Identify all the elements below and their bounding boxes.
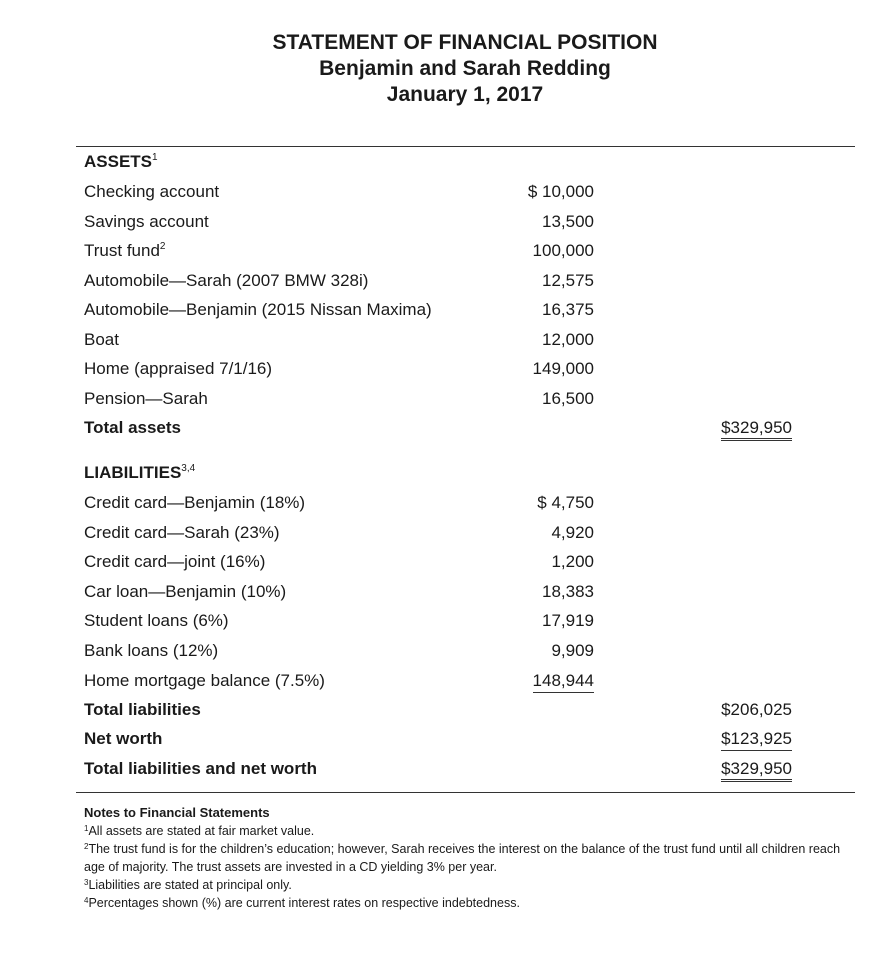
footnote-number: 4: [84, 896, 89, 905]
notes-list: [84, 822, 844, 912]
liability-item-label: Home mortgage balance (7.5%): [84, 670, 325, 690]
net-worth-label: Net worth: [84, 729, 163, 748]
total-liabilities-value: $206,025: [721, 700, 792, 719]
total-liabilities-label: Total liabilities: [84, 700, 201, 719]
grand-total-label: Total liabilities and net worth: [84, 759, 317, 778]
asset-item-label: Trust fund$^2$: [84, 241, 166, 260]
liability-item-amount: 1,200: [551, 552, 594, 572]
liability-item-label: Credit card—Benjamin (18%): [84, 493, 306, 512]
asset-item-amount: 12,000: [542, 329, 594, 349]
asset-item-amount: 16,375: [542, 300, 594, 319]
statement-date: January 1, 2017: [386, 83, 544, 106]
asset-item-label: Savings account: [84, 211, 209, 231]
footnote-text: The trust fund is for the children’s education; however, Sarah receives the interest on the balance of the trust fund until all children reach age of majority. The trust assets are invested in a CD yielding 3% per year.: [84, 842, 841, 874]
liability-item-amount: $ 4,750: [537, 493, 594, 512]
bottom-rule: [76, 792, 855, 793]
grand-total-value: $329,950: [721, 759, 792, 782]
footnote-item: [84, 894, 844, 912]
liability-item-amount: 148,944: [533, 670, 594, 693]
asset-item-label: Home (appraised 7/1/16): [84, 359, 273, 378]
assets-heading-label: ASSETS: [84, 152, 153, 171]
asset-item-amount: 12,575: [542, 270, 594, 290]
footnote-text: Percentages shown (%) are current interest rates on respective indebtedness.: [88, 896, 520, 910]
asset-item-label: Boat: [84, 329, 119, 349]
footnote-number: 1: [84, 824, 89, 833]
liabilities-heading-label: LIABILITIES: [84, 463, 182, 482]
liability-item-label: Bank loans (12%): [84, 641, 219, 660]
asset-item-amount: 16,500: [542, 388, 594, 408]
asset-item-label: Automobile—Sarah (2007 BMW 328i): [84, 270, 369, 290]
footnote-text: All assets are stated at fair market value.: [88, 824, 315, 838]
liability-item-amount: 4,920: [551, 522, 594, 542]
asset-item-amount: 13,500: [542, 211, 594, 231]
asset-item-amount: $ 10,000: [527, 182, 594, 201]
notes-title: Notes to Financial Statements: [84, 805, 270, 820]
asset-item-label: Automobile—Benjamin (2015 Nissan Maxima): [84, 300, 432, 319]
footnote-item: [84, 876, 844, 894]
footnote-number: 2: [84, 842, 89, 851]
footnote-item: [84, 822, 844, 840]
assets-heading-footnote: 1: [152, 152, 158, 163]
liability-item-amount: 18,383: [542, 581, 594, 601]
asset-item-label: Pension—Sarah: [84, 388, 208, 408]
liability-item-amount: 17,919: [542, 611, 594, 631]
statement-names: Benjamin and Sarah Redding: [319, 57, 611, 80]
statement-title: STATEMENT OF FINANCIAL POSITION: [272, 31, 658, 54]
asset-item-label: Checking account: [84, 182, 220, 201]
total-assets-label: Total assets: [84, 418, 182, 437]
footnote-item: [84, 840, 844, 876]
top-rule: [76, 146, 855, 147]
notes-section: [84, 804, 844, 912]
net-worth-value: $123,925: [721, 728, 792, 751]
liability-item-label: Credit card—Sarah (23%): [84, 522, 280, 542]
asset-item-footnote: 2: [159, 241, 166, 252]
footnote-text: Liabilities are stated at principal only.: [88, 878, 292, 892]
liability-item-amount: 9,909: [551, 641, 594, 660]
liability-item-label: Student loans (6%): [84, 611, 229, 631]
asset-item-amount: 100,000: [532, 241, 594, 260]
liability-item-label: Car loan—Benjamin (10%): [84, 581, 287, 601]
asset-item-amount: 149,000: [532, 359, 594, 378]
liability-item-label: Credit card—joint (16%): [84, 552, 266, 572]
total-assets-value: $329,950: [721, 418, 792, 441]
footnote-number: 3: [84, 878, 89, 887]
liabilities-heading-footnote: 3,4: [181, 463, 196, 474]
